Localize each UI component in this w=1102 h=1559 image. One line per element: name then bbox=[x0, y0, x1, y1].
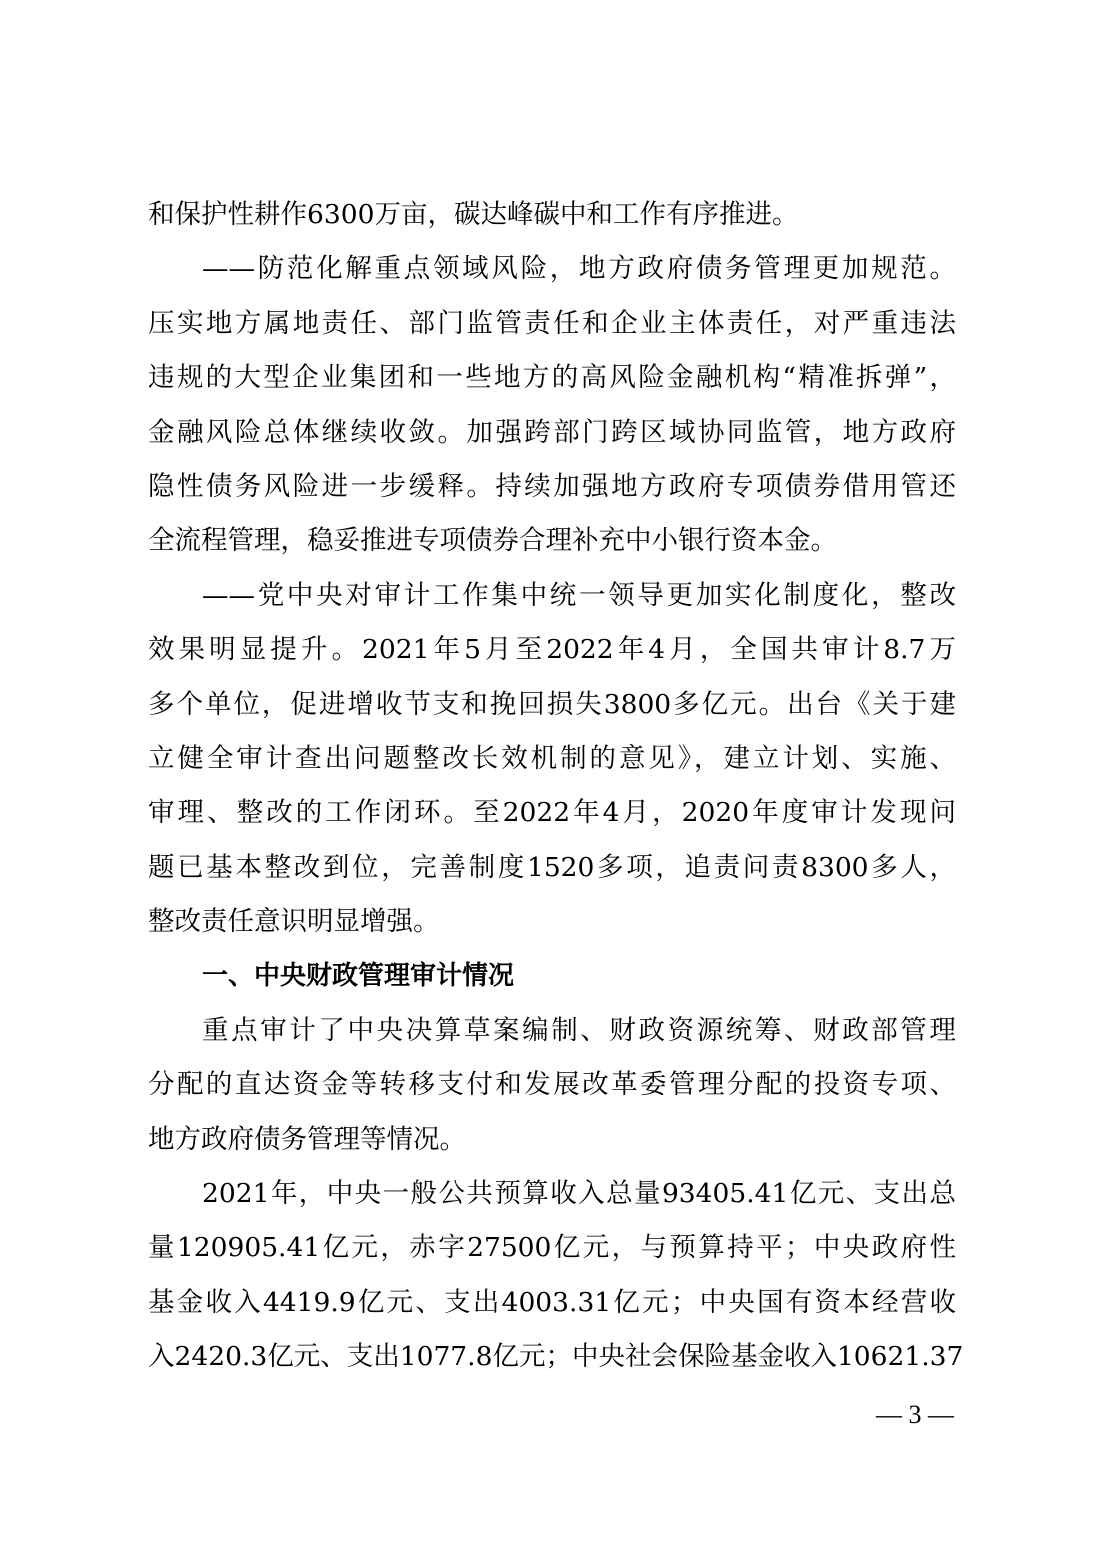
body-text bbox=[148, 188, 964, 1385]
paragraph-line: 效果明显提升。2021年5月至2022年4月，全国共审计8.7万 bbox=[148, 634, 956, 666]
paragraph-line: 隐性债务风险进一步缓释。持续加强地方政府专项债券借用管还 bbox=[148, 470, 956, 502]
paragraph-line: 立健全审计查出问题整改长效机制的意见》，建立计划、实施、 bbox=[148, 742, 956, 774]
paragraph-line-audit-heading: ——党中央对审计工作集中统一领导更加实化制度化，整改 bbox=[202, 579, 956, 611]
paragraph-line: 整改责任意识明显增强。 bbox=[148, 906, 440, 938]
paragraph-line: 地方政府债务管理等情况。 bbox=[148, 1123, 466, 1155]
paragraph-line: 审理、整改的工作闭环。至2022年4月，2020年度审计发现问 bbox=[148, 797, 956, 829]
paragraph-line: 金融风险总体继续收敛。加强跨部门跨区域协同监管，地方政府 bbox=[148, 416, 956, 448]
paragraph-line: 全流程管理，稳妥推进专项债券合理补充中小银行资本金。 bbox=[148, 525, 837, 557]
section-heading: 一、中央财政管理审计情况 bbox=[202, 961, 515, 992]
paragraph-line-risk-heading: ——防范化解重点领域风险，地方政府债务管理更加规范。 bbox=[202, 253, 956, 285]
paragraph-line: 题已基本整改到位，完善制度1520多项，追责问责8300多人， bbox=[148, 851, 956, 883]
paragraph-line: 2021年，中央一般公共预算收入总量93405.41亿元、支出总 bbox=[202, 1178, 956, 1210]
paragraph-line: 违规的大型企业集团和一些地方的高风险金融机构“精准拆弹”， bbox=[148, 362, 956, 394]
paragraph-line: 入2420.3亿元、支出1077.8亿元；中央社会保险基金收入10621.37 bbox=[148, 1341, 964, 1373]
paragraph-line: 量120905.41亿元，赤字27500亿元，与预算持平；中央政府性 bbox=[148, 1232, 956, 1264]
page-number: — 3 — bbox=[876, 1400, 954, 1429]
paragraph-line: 重点审计了中央决算草案编制、财政资源统筹、财政部管理 bbox=[202, 1014, 956, 1046]
paragraph-line: 和保护性耕作6300万亩，碳达峰碳中和工作有序推进。 bbox=[148, 199, 799, 230]
paragraph-line: 多个单位，促进增收节支和挽回损失3800多亿元。出台《关于建 bbox=[148, 688, 956, 720]
paragraph-line: 基金收入4419.9亿元、支出4003.31亿元；中央国有资本经营收 bbox=[148, 1286, 956, 1318]
paragraph-line: 压实地方属地责任、部门监管责任和企业主体责任，对严重违法 bbox=[148, 307, 956, 339]
paragraph-line: 分配的直达资金等转移支付和发展改革委管理分配的投资专项、 bbox=[148, 1069, 956, 1101]
